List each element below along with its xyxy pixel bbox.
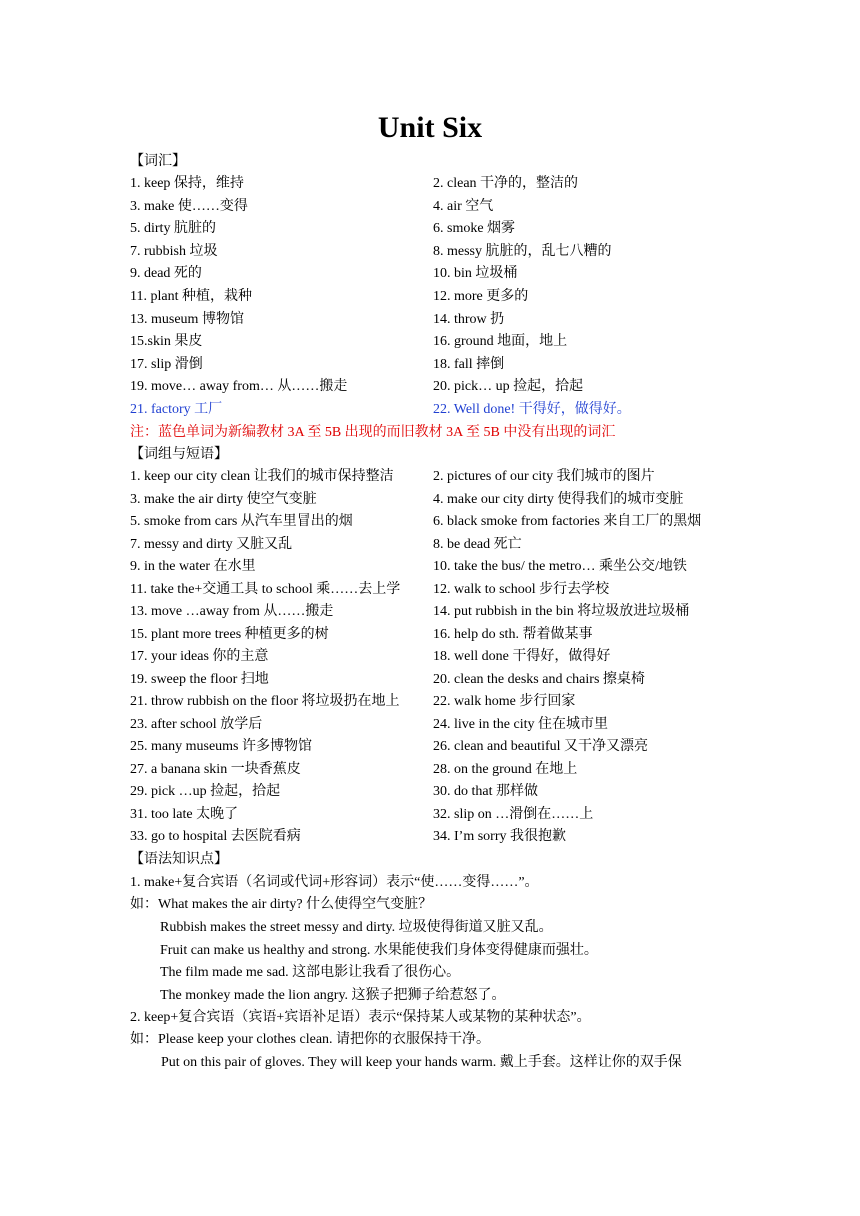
phrase-item: 8. be dead 死亡 <box>433 536 522 552</box>
vocab-item: 13. museum 博物馆 <box>130 311 244 327</box>
phrase-item: 11. take the+交通工具 to school 乘……去上学 <box>130 581 401 597</box>
vocab-item: 14. throw 扔 <box>433 311 505 327</box>
grammar-example: Put on this pair of gloves. They will keep your hands warm. 戴上手套。这样让你的双手保 <box>161 1055 682 1070</box>
phrase-item: 7. messy and dirty 又脏又乱 <box>130 536 293 552</box>
vocab-item: 10. bin 垃圾桶 <box>433 266 518 282</box>
grammar-point-1-example: 如：What makes the air dirty? 什么使得空气变脏？ <box>130 897 433 912</box>
phrase-item: 1. keep our city clean 让我们的城市保持整洁 <box>130 469 394 484</box>
phrase-item: 29. pick …up 捡起，拾起 <box>130 784 281 799</box>
phrase-item: 13. move …away from 从……搬走 <box>130 604 334 619</box>
phrase-item: 12. walk to school 步行去学校 <box>433 581 610 597</box>
phrases-header: 【词组与短语】 <box>130 447 228 462</box>
vocab-item: 5. dirty 肮脏的 <box>130 221 216 237</box>
vocab-item: 9. dead 死的 <box>130 266 202 282</box>
phrase-item: 6. black smoke from factories 来自工厂的黑烟 <box>433 514 702 529</box>
grammar-example: The film made me sad. 这部电影让我看了很伤心。 <box>160 965 461 980</box>
phrase-item: 4. make our city dirty 使得我们的城市变脏 <box>433 491 684 507</box>
phrase-item: 17. your ideas 你的主意 <box>130 649 269 664</box>
grammar-point-2-example: 如：Please keep your clothes clean. 请把你的衣服保持干净。 <box>130 1032 491 1047</box>
vocab-item: 11. plant 种植，栽种 <box>130 289 252 304</box>
phrase-item: 21. throw rubbish on the floor 将垃圾扔在地上 <box>130 694 400 709</box>
phrase-item: 26. clean and beautiful 又干净又漂亮 <box>433 739 649 754</box>
phrase-item: 3. make the air dirty 使空气变脏 <box>130 491 317 507</box>
page-title: Unit Six <box>377 111 483 144</box>
phrase-item: 28. on the ground 在地上 <box>433 761 578 777</box>
phrase-item: 25. many museums 许多博物馆 <box>130 739 312 754</box>
phrase-item: 24. live in the city 住在城市里 <box>433 716 608 732</box>
phrase-item: 27. a banana skin 一块香蕉皮 <box>130 761 301 777</box>
vocab-item: 1. keep 保持，维持 <box>130 176 244 191</box>
vocab-header: 【词汇】 <box>130 154 186 169</box>
vocab-item: 8. messy 肮脏的，乱七八糟的 <box>433 243 612 259</box>
phrase-item: 9. in the water 在水里 <box>130 559 256 574</box>
grammar-header: 【语法知识点】 <box>130 852 228 867</box>
phrase-item: 15. plant more trees 种植更多的树 <box>130 626 329 642</box>
phrase-item: 30. do that 那样做 <box>433 784 538 799</box>
grammar-point-2: 2. keep+复合宾语（宾语+宾语补足语）表示“保持某人或某物的某种状态”。 <box>130 1010 591 1025</box>
phrase-item: 18. well done 干得好，做得好 <box>433 649 611 664</box>
phrase-item: 10. take the bus/ the metro… 乘坐公交/地铁 <box>433 559 687 574</box>
vocab-item: 4. air 空气 <box>433 198 494 214</box>
phrase-item: 19. sweep the floor 扫地 <box>130 671 269 687</box>
grammar-example: Fruit can make us healthy and strong. 水果能使我们身体变得健康而强壮。 <box>160 942 598 958</box>
vocab-item: 20. pick… up 捡起，拾起 <box>433 379 584 395</box>
vocab-item-22: 22. Well done! 干得好，做得好。 <box>433 402 631 417</box>
grammar-example: Rubbish makes the street messy and dirty. 垃圾使得街道又脏又乱。 <box>160 920 553 935</box>
phrase-item: 33. go to hospital 去医院看病 <box>130 829 301 844</box>
vocab-item: 12. more 更多的 <box>433 289 529 304</box>
vocab-item: 7. rubbish 垃圾 <box>130 243 218 259</box>
phrase-item: 31. too late 太晚了 <box>130 806 239 822</box>
phrase-item: 20. clean the desks and chairs 擦桌椅 <box>433 671 645 687</box>
phrase-item: 14. put rubbish in the bin 将垃圾放进垃圾桶 <box>433 604 690 619</box>
vocab-item: 3. make 使……变得 <box>130 198 248 214</box>
grammar-point-1: 1. make+复合宾语（名词或代词+形容词）表示“使……变得……”。 <box>130 875 539 890</box>
vocab-item: 17. slip 滑倒 <box>130 356 203 372</box>
vocab-item: 19. move… away from… 从……搬走 <box>130 379 348 395</box>
vocab-item: 15.skin 果皮 <box>130 334 203 350</box>
vocab-item: 2. clean 干净的，整洁的 <box>433 176 579 191</box>
grammar-example: The monkey made the lion angry. 这猴子把狮子给惹怒了。 <box>160 987 506 1003</box>
vocab-item: 16. ground 地面，地上 <box>433 334 568 350</box>
phrase-item: 34. I’m sorry 我很抱歉 <box>433 829 566 844</box>
phrase-item: 16. help do sth. 帮着做某事 <box>433 626 593 642</box>
vocab-item: 6. smoke 烟雾 <box>433 221 516 237</box>
phrase-item: 22. walk home 步行回家 <box>433 694 576 709</box>
phrase-item: 23. after school 放学后 <box>130 716 263 732</box>
phrase-item: 5. smoke from cars 从汽车里冒出的烟 <box>130 514 353 529</box>
vocab-item-21: 21. factory 工厂 <box>130 402 223 417</box>
phrase-item: 32. slip on …滑倒在……上 <box>433 806 594 822</box>
vocab-note: 注：蓝色单词为新编教材 3A 至 5B 出现的而旧教材 3A 至 5B 中没有出现的词汇 <box>130 425 616 440</box>
phrase-item: 2. pictures of our city 我们城市的图片 <box>433 469 655 484</box>
vocab-item: 18. fall 摔倒 <box>433 356 505 372</box>
